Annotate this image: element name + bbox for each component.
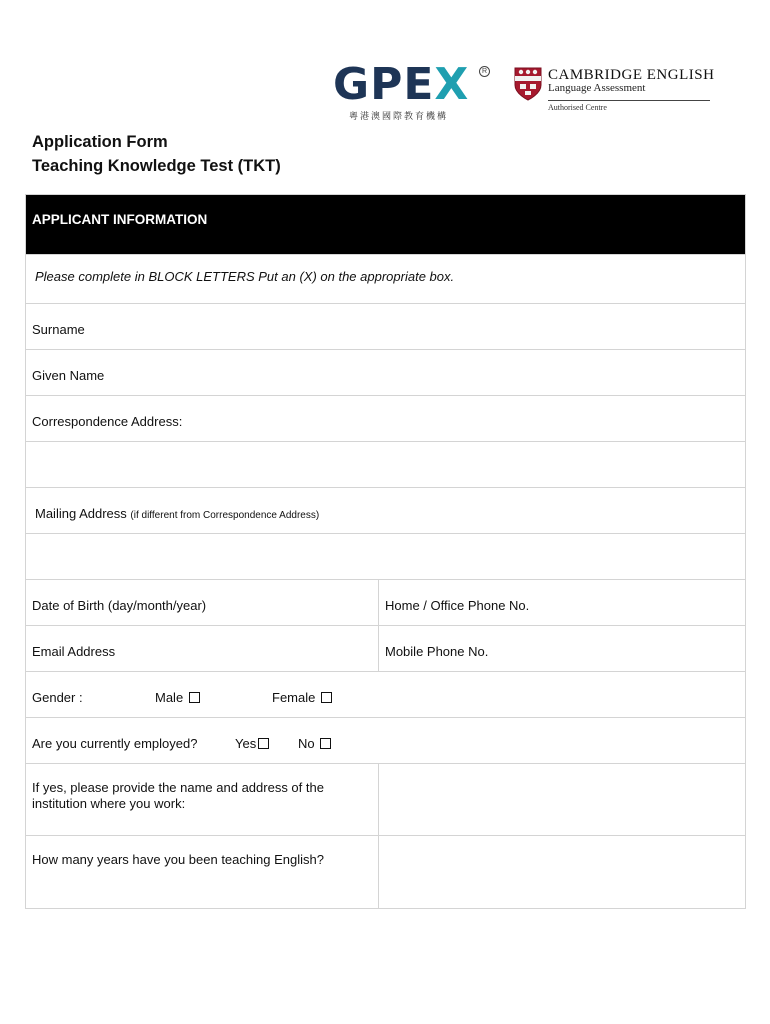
employed-no-option[interactable] [298,736,331,751]
mailing-address-label-cell [26,488,325,533]
checkbox-icon[interactable] [320,738,331,749]
gender-female-option[interactable] [272,690,332,705]
institution-field[interactable] [379,764,745,835]
gender-row [26,672,745,718]
form-title: Application Form [32,133,168,151]
mailing-address-note: (if different from Correspondence Address) [130,510,320,521]
mobile-phone-label: Mobile Phone No. [385,644,489,659]
correspondence-address-label: Correspondence Address: [32,414,183,429]
teaching-years-field[interactable] [379,836,745,908]
employed-yes-option[interactable] [235,736,269,751]
employment-question: Are you currently employed? [32,736,198,751]
institution-label: If yes, please provide the name and address of the institution where you work: [32,780,324,811]
gender-male-label: Male [155,690,184,705]
teaching-years-label: How many years have you been teaching English? [32,852,324,867]
registered-mark-icon: R [479,66,490,77]
instructions-row [26,255,745,304]
checkbox-icon[interactable] [189,692,200,703]
surname-label: Surname [32,322,85,337]
teaching-years-row [26,836,745,908]
email-mobile-row [26,626,745,672]
email-label: Email Address [32,644,116,659]
given-name-label: Given Name [32,368,105,383]
dob-field[interactable] [26,580,379,625]
mailing-address-row[interactable] [26,488,745,534]
gpex-logo [333,59,488,121]
correspondence-address-row[interactable] [26,396,745,442]
employment-cell [26,718,745,763]
gpex-wordmark-main: GPE [333,59,435,110]
mailing-address-field[interactable] [26,534,745,580]
mailing-address-label: Mailing Address [35,506,127,521]
correspondence-address-value[interactable] [26,442,38,487]
gpex-wordmark-accent: X [434,59,470,110]
employed-no-label: No [298,736,315,751]
gpex-subtitle: 粵港澳國際教育機構 [349,111,449,121]
cambridge-centre: Authorised Centre [548,103,607,112]
mailing-address-value[interactable] [26,534,38,579]
instructions-text: Please complete in BLOCK LETTERS Put an (X) on the appropriate box. [35,269,455,284]
form-titles [32,130,281,178]
cambridge-shield-icon [514,67,542,101]
gpex-wordmark [333,59,470,110]
gender-cell [26,672,745,717]
mobile-phone-field[interactable] [379,626,745,671]
gender-female-label: Female [272,690,316,705]
employed-yes-label: Yes [235,736,257,751]
section-header-row [26,195,745,255]
gender-label: Gender : [32,690,83,705]
section-header: APPLICANT INFORMATION [32,212,208,227]
email-field[interactable] [26,626,379,671]
gender-male-option[interactable] [155,690,200,705]
logos-bar [0,60,770,130]
teaching-years-label-cell [26,836,379,908]
institution-label-cell [26,764,379,835]
form-subtitle: Teaching Knowledge Test (TKT) [32,157,281,175]
cambridge-subtitle: Language Assessment [548,82,646,94]
institution-row [26,764,745,836]
correspondence-address-field[interactable] [26,442,745,488]
surname-row[interactable] [26,304,745,350]
cambridge-title: CAMBRIDGE ENGLISH [548,67,715,83]
dob-phone-row [26,580,745,626]
dob-label: Date of Birth (day/month/year) [32,598,207,613]
cambridge-divider [548,100,710,101]
checkbox-icon[interactable] [258,738,269,749]
checkbox-icon[interactable] [321,692,332,703]
home-phone-field[interactable] [379,580,745,625]
employment-row [26,718,745,764]
application-form-table [25,194,746,909]
given-name-row[interactable] [26,350,745,396]
home-phone-label: Home / Office Phone No. [385,598,530,613]
